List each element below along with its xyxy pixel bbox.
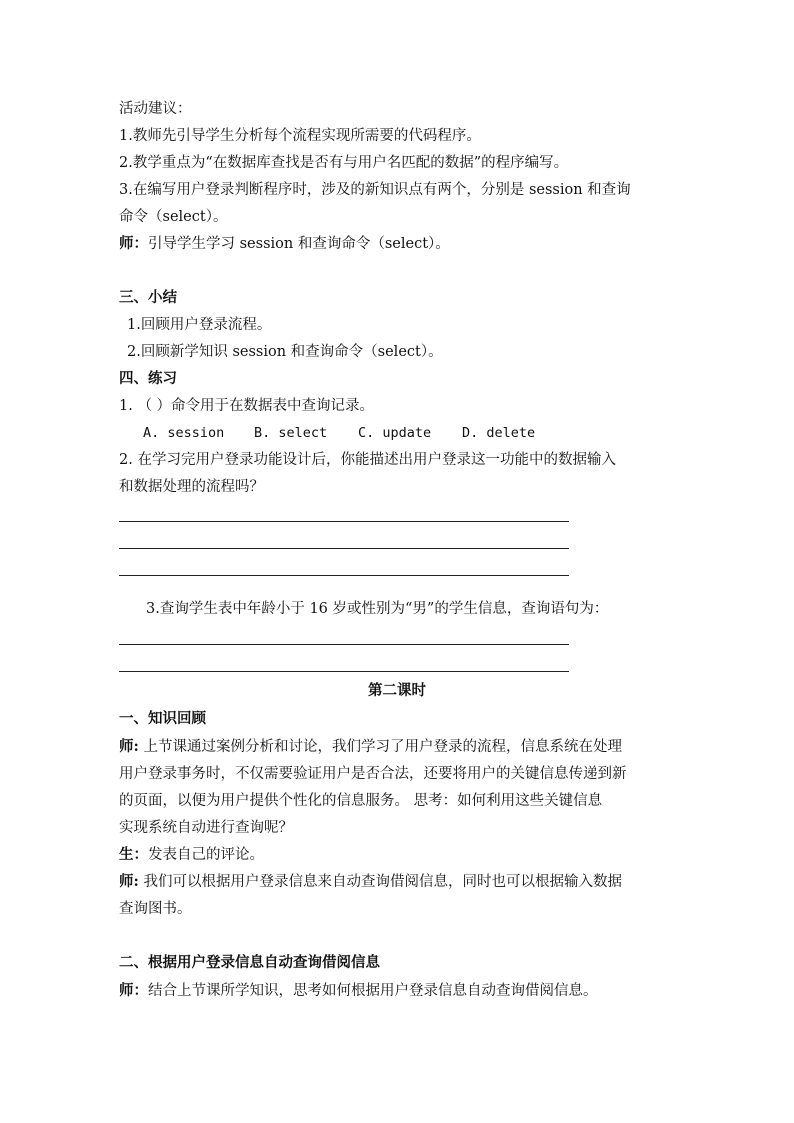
student-text: 发表自己的评论。: [148, 847, 264, 863]
teacher-guidance: [119, 234, 450, 254]
summary-heading: 三、小结: [119, 289, 177, 306]
activity-item-2: 2.教学重点为“在数据库查找是否有与用户名匹配的数据”的程序编写。: [119, 155, 569, 171]
teacher-paragraph-2-line-1: [119, 872, 622, 892]
teacher-paragraph-2-line-2: 查询图书。: [119, 901, 192, 917]
teacher-text: 引导学生学习 session 和查询命令（select）。: [148, 236, 450, 252]
knowledge-review-heading: 一、知识回顾: [119, 710, 206, 727]
answer-line: [119, 521, 569, 522]
teacher-paragraph-1-line-3: 的页面，以便为用户提供个性化的信息服务。 思考：如何利用这些关键信息: [119, 793, 603, 809]
exercise-question-3: 3.查询学生表中年龄小于 16 岁或性别为“男”的学生信息，查询语句为：: [146, 601, 609, 617]
answer-line: [119, 671, 569, 672]
answer-line: [119, 644, 569, 645]
teacher-paragraph-1-line-4: 实现系统自动进行查询呢？: [119, 820, 293, 836]
option-c: C. update: [358, 425, 432, 441]
exercise-question-2-line-2: 和数据处理的流程吗？: [119, 479, 264, 495]
lesson-2-title: 第二课时: [368, 682, 426, 699]
teacher-paragraph-1-line-2: 用户登录事务时，不仅需要验证用户是否合法，还要将用户的关键信息传递到新: [119, 766, 627, 782]
option-a: A. session: [143, 425, 225, 441]
answer-line: [119, 575, 569, 576]
exercise-question-2-line-1: 2. 在学习完用户登录功能设计后，你能描述出用户登录这一功能中的数据输入: [119, 452, 616, 468]
activity-item-3-line-1: 3.在编写用户登录判断程序时，涉及的新知识点有两个，分别是 session 和查询: [119, 182, 631, 198]
teacher-label: 师：: [119, 235, 148, 252]
question-1-options: [143, 423, 535, 443]
activity-item-3-line-2: 命令（select）。: [119, 209, 228, 225]
section-2-heading: 二、根据用户登录信息自动查询借阅信息: [119, 954, 380, 971]
teacher-paragraph-2-text: 我们可以根据用户登录信息来自动查询借阅信息，同时也可以根据输入数据: [138, 874, 622, 890]
teacher-paragraph-1-line-1: [119, 737, 622, 757]
summary-item-2: 2.回顾新学知识 session 和查询命令（select）。: [127, 344, 443, 360]
teacher-paragraph-3-text: 结合上节课所学知识，思考如何根据用户登录信息自动查询借阅信息。: [148, 983, 598, 999]
teacher-label: 师:: [119, 873, 139, 890]
teacher-label: 师：: [119, 982, 148, 999]
teacher-paragraph-1-text: 上节课通过案例分析和讨论，我们学习了用户登录的流程，信息系统在处理: [138, 739, 622, 755]
teacher-paragraph-3: [119, 981, 598, 1001]
exercise-heading: 四、练习: [119, 370, 177, 387]
answer-line: [119, 548, 569, 549]
student-response: [119, 845, 264, 865]
exercise-question-1: 1. （ ）命令用于在数据表中查询记录。: [119, 398, 375, 414]
option-d: D. delete: [462, 425, 536, 441]
option-b: B. select: [254, 425, 328, 441]
teacher-label: 师:: [119, 738, 139, 755]
student-label: 生：: [119, 846, 148, 863]
activity-heading: 活动建议：: [119, 101, 192, 117]
summary-item-1: 1.回顾用户登录流程。: [127, 317, 272, 333]
activity-item-1: 1.教师先引导学生分析每个流程实现所需要的代码程序。: [119, 128, 481, 144]
